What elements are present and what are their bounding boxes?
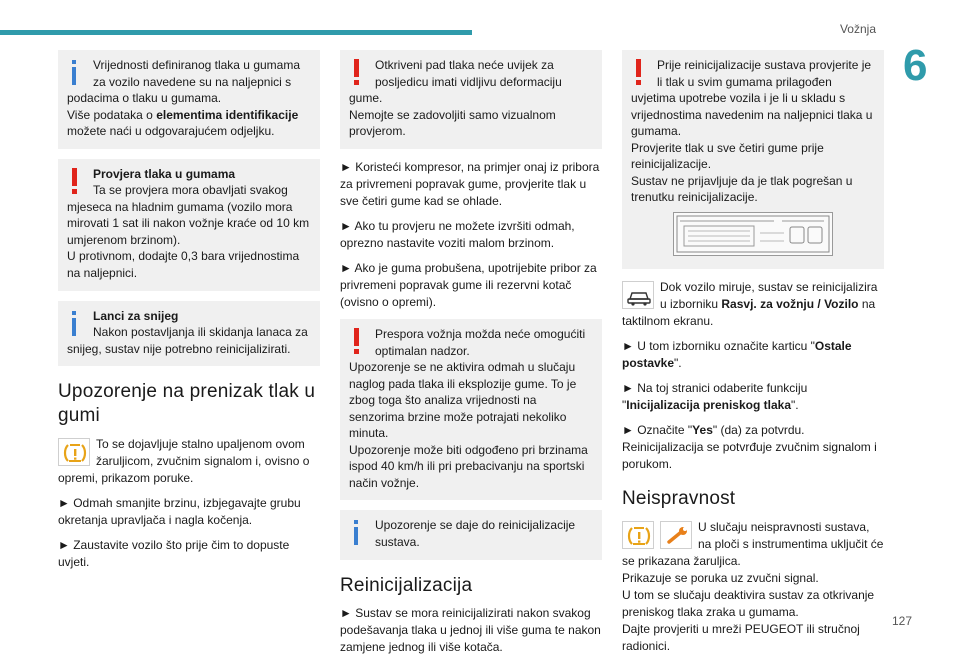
- page-number: 127: [891, 614, 912, 628]
- info-icon: [65, 59, 85, 85]
- paragraph: ► Zaustavite vozilo što prije čim to dopuste uvjeti.: [58, 537, 290, 569]
- paragraph: ► Ako tu provjeru ne možete izvršiti odmah, oprezno nastavite voziti malom brzinom.: [340, 218, 575, 250]
- warning-icon: [629, 59, 649, 85]
- info-icon: [65, 310, 85, 336]
- paragraph: Prikazuje se poruka uz zvučni signal.: [622, 571, 819, 586]
- paragraph: ► Označite "Yes" (da) za potvrdu.: [622, 423, 805, 438]
- column-2: [340, 50, 602, 664]
- paragraph: ► Ako je guma probušena, upotrijebite pribor za privremeni popravak gume ili rezervni kotač (ovisno o opremi).: [340, 260, 597, 309]
- info-box-tyre-label: Vrijednosti definiranog tlaka u gumama za vozilo navedene su na naljepnici s podacima o tlaku u gumama. Više podataka o elementima identifikacije možete naći u odgovarajućem odjeljku.: [58, 50, 320, 149]
- paragraph: ► U tom izborniku označite karticu "Ostale postavke".: [622, 339, 852, 371]
- paragraph: Reinicijalizacija se potvrđuje zvučnim signalom i porukom.: [622, 440, 877, 472]
- warning-icon: [347, 328, 367, 354]
- info-box-until-reinit: Upozorenje se daje do reinicijalizacije sustava.: [340, 510, 602, 559]
- paragraph: ► Na toj stranici odaberite funkciju "Inicijalizacija preniskog tlaka".: [622, 381, 808, 413]
- info-icon: [347, 519, 367, 545]
- warning-box-deformation: Otkriveni pad tlaka neće uvijek za posljedicu imati vidljivu deformaciju gume. Nemojte se zadovoljiti samo vizualnom provjerom.: [340, 50, 602, 149]
- warning-icon: [347, 59, 367, 85]
- paragraph: ► Odmah smanjite brzinu, izbjegavajte grubu okretanja upravljača i nagla kočenja.: [58, 495, 301, 527]
- chapter-number: 6: [903, 41, 928, 90]
- warning-icon: [65, 168, 85, 194]
- tyre-pressure-warning-icon: [58, 438, 90, 466]
- heading-malfunction: Neispravnost: [622, 488, 736, 510]
- service-wrench-icon: [660, 521, 692, 549]
- paragraph: ► Koristeći kompresor, na primjer onaj iz pribora za privremeni popravak gume, provjerite tlak u sve četiri gume kad se ohlade.: [340, 159, 600, 208]
- section-title: Vožnja: [839, 22, 876, 36]
- paragraph: Dajte provjeriti u mreži PEUGEOT ili stručnoj radionici.: [622, 622, 860, 654]
- warning-box-pressure-check: Provjera tlaka u gumama Ta se provjera mora obavljati svakog mjeseca na hladnim gumama (vozilo mora mirovati 1 sat ili nakon vožnje kraće od 10 km umjerenom brzinom). U protivnom, dodajte 0,3 bara vrijednostima na naljepnici.: [58, 159, 320, 291]
- tyre-pressure-warning-icon: [622, 521, 654, 549]
- paragraph: U tom se slučaju deaktivira sustav za otkrivanje preniskog tlaka zraka u gumama.: [622, 588, 875, 620]
- link-identification-elements: elementima identifikacije: [156, 107, 299, 122]
- box-title: Lanci za snijeg: [93, 308, 179, 323]
- paragraph: To se dojavljuje stalno upaljenom ovom žaruljicom, zvučnim signalom i, ovisno o opremi, prikazom poruke.: [58, 436, 310, 485]
- warning-box-slow-driving: Prespora vožnja možda neće omogućiti optimalan nadzor. Upozorenje se ne aktivira odmah u slučaju naglog pada tlaka ili eksplozije gume. To je zbog toga što analiza vrijednosti na senzorima brzine može potrajati nekoliko minuta. Upozorenje može biti odgođeno pri brzinama ispod 40 km/h ili pri prebacivanju na sportski način vožnje.: [340, 319, 602, 500]
- info-box-snow-chains: Lanci za snijeg Nakon postavljanja ili skidanja lanaca za snijeg, sustav nije potrebno reinicijalizirati.: [58, 301, 320, 367]
- heading-low-pressure-warning: Upozorenje na prenizak tlak u gumi: [58, 381, 316, 426]
- warning-box-before-reinit: Prije reinicijalizacije sustava provjerite je li tlak u svim gumama prilagođen uvjetima upotrebe vozila i je li u skladu s vrijednostima navedenim na naljepnici tlaka u gumama. Provjerite tlak u sve četiri gume prije reinicijalizacije. Sustav ne prijavljuje da je tlak pogrešan u trenutku reinicijalizacije.: [622, 50, 884, 269]
- tyre-pressure-label-image: [673, 212, 833, 256]
- heading-reinitialisation: Reinicijalizacija: [340, 574, 473, 596]
- header-accent-bar: [0, 30, 472, 35]
- box-title: Provjera tlaka u gumama: [93, 166, 236, 181]
- car-settings-icon: [622, 281, 654, 309]
- column-3: Prije reinicijalizacije sustava provjerite je li tlak u svim gumama prilagođen uvjetima upotrebe vozila i je li u skladu s vrijednostima navedenim na naljepnici tlaka u gumama. Provjerite tlak u sve četiri gume prije reinicijalizacije. Sustav ne prijavljuje da je tlak pogrešan u trenutku reinicijalizacije. Dok vozilo miruje, sustav se reinicijalizira u izborniku Rasvj. za vožnju / Vozilo na taktilnom ekranu. ► U tom izborniku označite karticu "Ostale postavke". ► Na toj stranici odaberite funkciju "Inicijalizacija preniskog tlaka". ► Označite "Yes" (da) za potvrdu. Reinicijalizacija se potvrđuje zvučnim signalom i porukom. Neispravnost U slučaju neispravnosti sustava, na ploči s instrumentima uključit će se prikazana žaruljica. Prikazuje se poruka uz zvučni signal. U tom se slučaju deaktivira sustav za otkrivanje preniskog tlaka zraka u gumama. Dajte provjeriti u mreži PEUGEOT ili stručnoj radionici.: [622, 50, 884, 663]
- column-1: [58, 50, 320, 579]
- paragraph: ► Sustav se mora reinicijalizirati nakon svakog podešavanja tlaka u jednoj ili više guma te nakon zamjene jednog ili više kotača.: [340, 606, 601, 655]
